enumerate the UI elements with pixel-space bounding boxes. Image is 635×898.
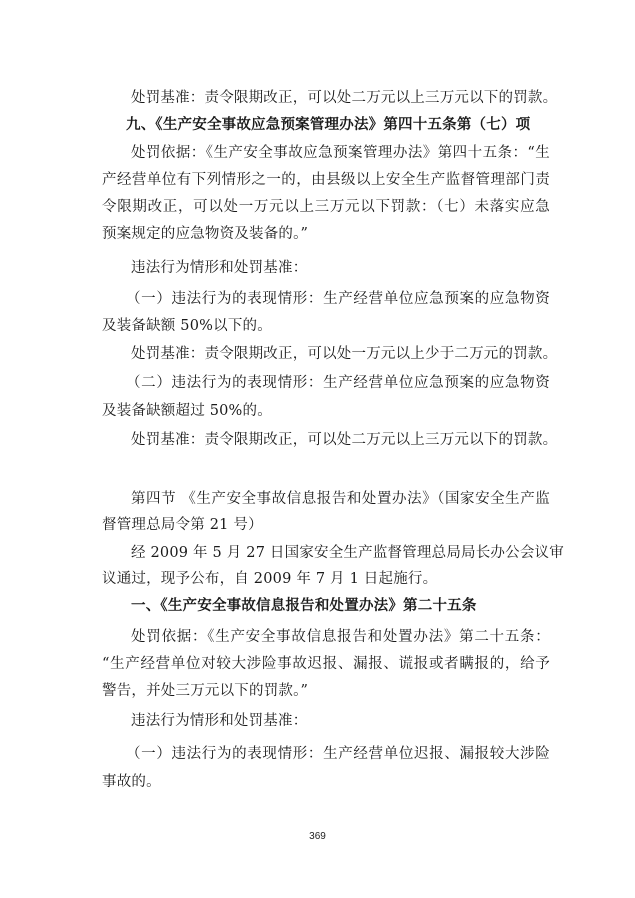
paragraph-line: 违法行为情形和处罚基准： [131, 260, 308, 276]
paragraph-line: 及装备缺额 50%以下的。 [102, 318, 272, 334]
paragraph-line: 议通过，现予公布，自 2009 年 7 月 1 日起施行。 [102, 571, 438, 587]
paragraph-line: 预案规定的应急物资及装备的。” [102, 226, 309, 242]
paragraph-line: 及装备缺额超过 50%的。 [102, 403, 272, 419]
paragraph-line: 经 2009 年 5 月 27 日国家安全生产监督管理总局局长办公会议审 [131, 545, 564, 561]
section-heading: 九、《生产安全事故应急预案管理办法》第四十五条第（七）项 [126, 116, 531, 133]
paragraph-line: （一）违法行为的表现情形：生产经营单位迟报、漏报较大涉险 [126, 746, 550, 762]
section-heading: 一、《生产安全事故信息报告和处置办法》第二十五条 [131, 597, 477, 614]
paragraph-line: 警告，并处三万元以下的罚款。” [102, 683, 309, 699]
penalty-standard-line: 处罚基准：责令限期改正，可以处一万元以上少于二万元的罚款。 [131, 346, 558, 362]
paragraph-line: 处罚依据：《生产安全事故应急预案管理办法》第四十五条：“生 [131, 145, 550, 161]
section-title-line: 第四节 《生产安全事故信息报告和处置办法》（国家安全生产监 [131, 491, 550, 507]
paragraph-line: 事故的。 [102, 774, 161, 790]
page-number: 369 [309, 831, 326, 842]
penalty-standard-line: 处罚基准：责令限期改正，可以处二万元以上三万元以下的罚款。 [131, 90, 558, 106]
paragraph-line: 违法行为情形和处罚基准： [131, 713, 308, 729]
paragraph-line: （一）违法行为的表现情形：生产经营单位应急预案的应急物资 [126, 291, 550, 307]
penalty-standard-line: 处罚基准：责令限期改正，可以处二万元以上三万元以下的罚款。 [131, 432, 558, 448]
paragraph-line: “生产经营单位对较大涉险事故迟报、漏报、谎报或者瞒报的，给予 [102, 656, 550, 672]
paragraph-line: （二）违法行为的表现情形：生产经营单位应急预案的应急物资 [126, 375, 550, 391]
paragraph-line: 令限期改正，可以处一万元以上三万元以下罚款：（七）未落实应急 [102, 199, 550, 215]
paragraph-line: 产经营单位有下列情形之一的，由县级以上安全生产监督管理部门责 [102, 172, 550, 188]
paragraph-line: 处罚依据：《生产安全事故信息报告和处置办法》第二十五条： [131, 629, 550, 645]
section-title-line: 督管理总局令第 21 号） [102, 517, 263, 533]
